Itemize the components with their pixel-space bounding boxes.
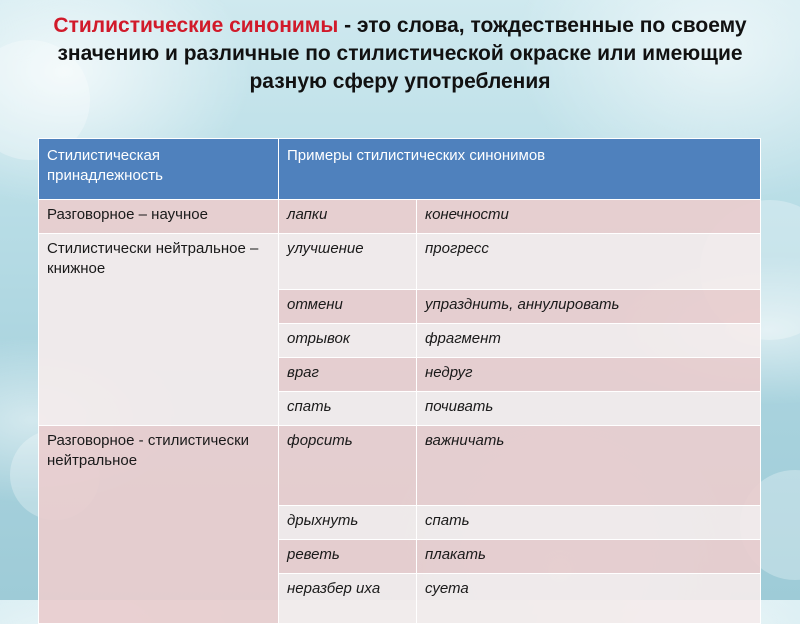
category-cell: Разговорное - стилистически нейтральное (39, 426, 279, 624)
synonym-cell: конечности (417, 200, 761, 234)
synonym-cell: отмени (279, 290, 417, 324)
synonym-cell: неразбер ихa (279, 574, 417, 624)
synonym-cell: лапки (279, 200, 417, 234)
table-row (39, 234, 761, 290)
synonyms-table (38, 138, 761, 624)
header-examples: Примеры стилистических синонимов (279, 139, 761, 200)
synonym-cell: спать (279, 392, 417, 426)
synonym-cell: суета (417, 574, 761, 624)
table-row (39, 426, 761, 506)
synonym-cell: прогресс (417, 234, 761, 290)
synonym-cell: реветь (279, 540, 417, 574)
header-category: Стилистическая принадлежность (39, 139, 279, 200)
synonym-cell: плакать (417, 540, 761, 574)
table-header-row (39, 139, 761, 200)
synonym-cell: дрыхнуть (279, 506, 417, 540)
synonym-cell: фрагмент (417, 324, 761, 358)
synonym-cell: форсить (279, 426, 417, 506)
title-term: Стилистические синонимы (53, 14, 339, 37)
synonym-cell: спать (417, 506, 761, 540)
synonym-cell: недруг (417, 358, 761, 392)
category-cell: Разговорное – научное (39, 200, 279, 234)
category-cell: Стилистически нейтральное – книжное (39, 234, 279, 426)
table-row (39, 200, 761, 234)
synonym-cell: отрывок (279, 324, 417, 358)
synonym-cell: улучшение (279, 234, 417, 290)
synonym-cell: почивать (417, 392, 761, 426)
synonym-cell: упразднить, аннулировать (417, 290, 761, 324)
synonym-cell: враг (279, 358, 417, 392)
slide-title (20, 12, 780, 96)
synonym-cell: важничать (417, 426, 761, 506)
title-definition: - это слова, тождественные по своему значению и различные по стилистической окраске или имеющие разную сферу употребления (57, 14, 747, 93)
